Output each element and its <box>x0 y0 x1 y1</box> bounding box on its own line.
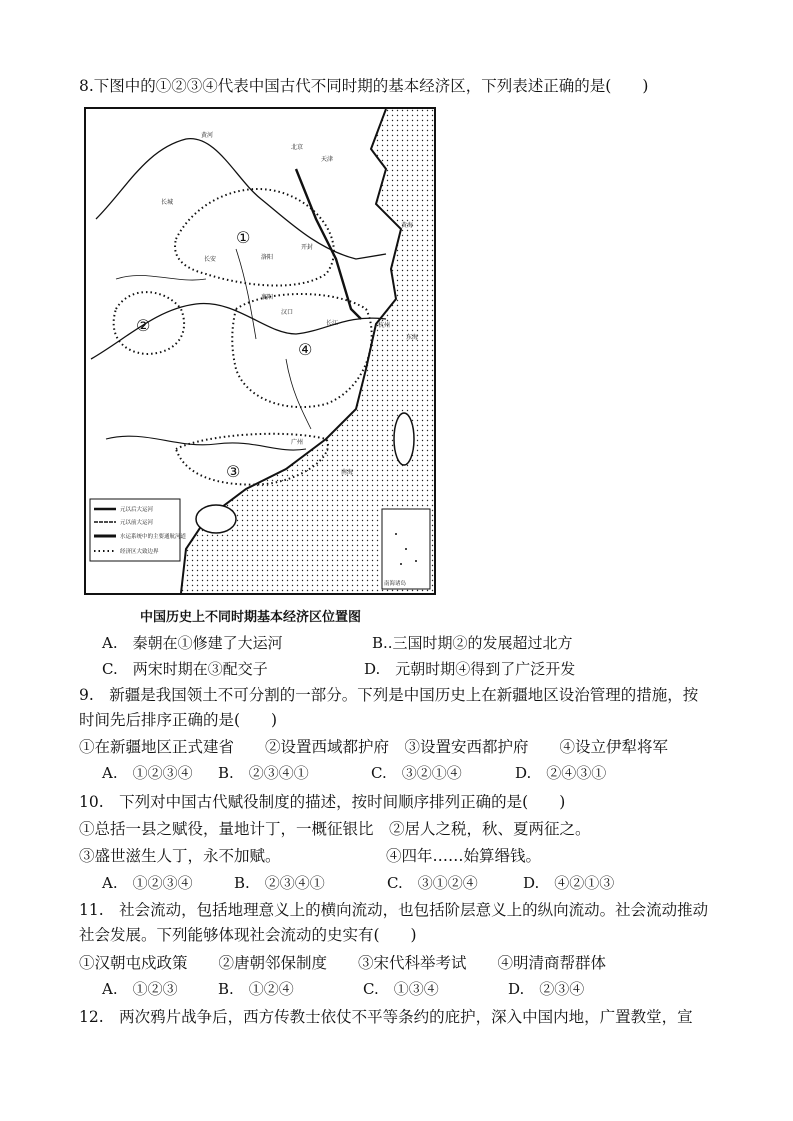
q11-option-b: B. ①②④ <box>218 980 294 998</box>
legend-item-2: 元以前大运河 <box>120 520 154 526</box>
q11-option-c: C. ①③④ <box>363 980 439 998</box>
q8-option-a: A. 秦朝在①修建了大运河 <box>102 634 283 652</box>
q8-option-d: D. 元朝时期④得到了广泛开发 <box>364 660 576 678</box>
label-xiangyang: 襄阳 <box>261 294 274 301</box>
label-changjiang: 长江 <box>326 320 339 327</box>
q9-option-d: D. ②④③① <box>515 764 607 782</box>
q10-items-line1: ①总括一县之赋役，量地计丁，一概征银比 ②居人之税，秋、夏两征之。 <box>79 820 591 838</box>
q9-stem-line2: 时间先后排序正确的是( ) <box>79 711 278 729</box>
label-hangzhou: 杭州 <box>378 322 391 329</box>
legend-item-1: 元以后大运河 <box>120 507 154 513</box>
q9-option-b: B. ②③④① <box>218 764 309 782</box>
q9-stem-line1: 9. 新疆是我国领土不可分割的一部分。下列是中国历史上在新疆地区设治管理的措施，按 <box>79 686 699 704</box>
q9-option-c: C. ③②①④ <box>371 764 462 782</box>
zhujiang-river <box>106 436 306 450</box>
q11-items: ①汉朝屯戍政策 ②唐朝邻保制度 ③宋代科举考试 ④明清商帮群体 <box>79 954 607 972</box>
taiwan-island <box>394 413 414 465</box>
label-luoyang: 洛阳 <box>261 254 274 261</box>
q9-option-a: A. ①②③④ <box>102 764 193 782</box>
map-legend <box>90 499 187 561</box>
region-3-label: ③ <box>226 462 241 481</box>
q10-item-3: ③盛世滋生人丁，永不加赋。 <box>79 847 281 865</box>
q8-option-c: C. 两宋时期在③配交子 <box>102 660 268 678</box>
label-changan: 长安 <box>204 256 217 263</box>
label-beijing: 北京 <box>291 144 304 151</box>
q11-option-a: A. ①②③ <box>102 980 178 998</box>
q11-stem-line1: 11. 社会流动，包括地理意义上的横向流动，也包括阶层意义上的纵向流动。社会流动推动 <box>79 901 709 919</box>
q11-option-d: D. ②③④ <box>508 980 585 998</box>
minor-river-1 <box>116 275 206 280</box>
label-nanhai-islands: 南海诸岛 <box>384 581 407 587</box>
minor-river-3 <box>286 359 311 429</box>
label-changcheng: 长城 <box>161 199 174 206</box>
economic-zones-map <box>84 107 436 595</box>
label-kaifeng: 开封 <box>301 244 314 251</box>
map-svg <box>86 109 434 593</box>
minor-river-2 <box>236 249 256 339</box>
q10-stem: 10. 下列对中国古代赋役制度的描述，按时间顺序排列正确的是( ) <box>79 793 566 811</box>
q10-option-b: B. ②③④① <box>234 874 325 892</box>
label-donghai: 东海 <box>406 334 419 341</box>
q8-option-b: B..三国时期②的发展超过北方 <box>372 634 573 652</box>
hainan-island <box>196 505 236 533</box>
q8-stem: 8.下图中的①②③④代表中国古代不同时期的基本经济区，下列表述正确的是( ) <box>79 77 649 95</box>
region-4-label: ④ <box>298 340 313 359</box>
label-tianjin: 天津 <box>321 156 334 163</box>
q10-option-a: A. ①②③④ <box>102 874 193 892</box>
legend-item-3: 水运系统中的主要通航河道 <box>120 534 187 540</box>
q9-items: ①在新疆地区正式建省 ②设置西域都护府 ③设置安西都护府 ④设立伊犁将军 <box>79 738 669 756</box>
q11-stem-line2: 社会发展。下列能够体现社会流动的史实有( ) <box>79 926 417 944</box>
map-caption: 中国历史上不同时期基本经济区位置图 <box>140 610 362 625</box>
label-huanghai: 黄海 <box>401 222 414 229</box>
q10-option-d: D. ④②①③ <box>523 874 615 892</box>
label-huanghe: 黄河 <box>201 132 214 139</box>
legend-item-4: 经济区大致边界 <box>120 549 159 555</box>
q10-option-c: C. ③①②④ <box>387 874 478 892</box>
q10-item-4: ④四年……始算缗钱。 <box>386 847 542 865</box>
label-hankou: 汉口 <box>281 309 294 316</box>
region-1-label: ① <box>236 228 251 247</box>
q12-stem-line1: 12. 两次鸦片战争后，西方传教士依仗不平等条约的庇护，深入中国内地，广置教堂，宣 <box>79 1008 693 1026</box>
label-guangzhou: 广州 <box>291 439 304 446</box>
label-nanhai: 南海 <box>341 469 354 476</box>
region-2-label: ② <box>136 316 151 335</box>
south-sea-inset <box>382 509 430 589</box>
